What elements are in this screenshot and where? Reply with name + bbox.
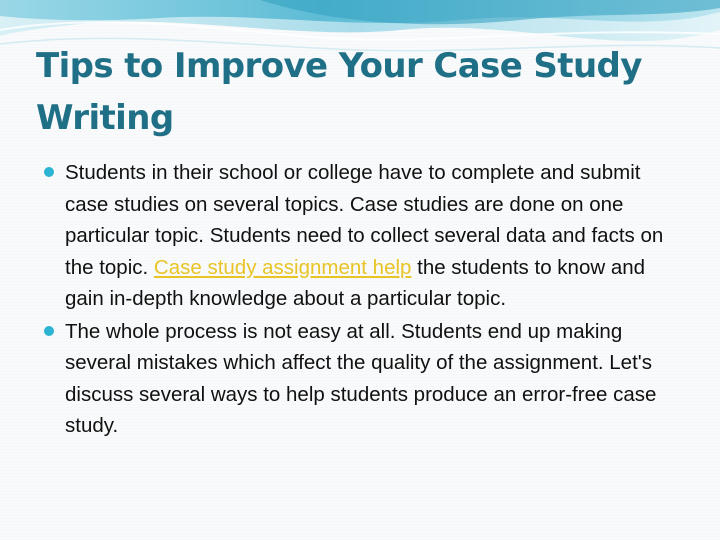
slide-title: Tips to Improve Your Case Study Writing: [36, 46, 642, 138]
bullet-1-text-before: Students in their school or college have to complete and submit case studies on several topics. Case studies are done on one particular topic. Students need to collect several data and facts on the topic.: [65, 161, 664, 279]
bullet-1-text-after: the students to know and gain in-depth knowledge about a particular topic.: [65, 255, 646, 310]
bullet-item-1: [44, 157, 674, 315]
bullet-2-text: The whole process is not easy at all. Students end up making several mistakes which affect the quality of the assignment. Let's discuss several ways to help students produce an error-free case study.: [65, 319, 657, 437]
bullet-dot-icon: [44, 326, 54, 336]
case-study-assignment-help-link[interactable]: Case study assignment help: [153, 255, 412, 279]
bullet-item-2: [44, 316, 674, 442]
bullet-dot-icon: [44, 167, 54, 177]
bullet-list: [44, 157, 674, 443]
